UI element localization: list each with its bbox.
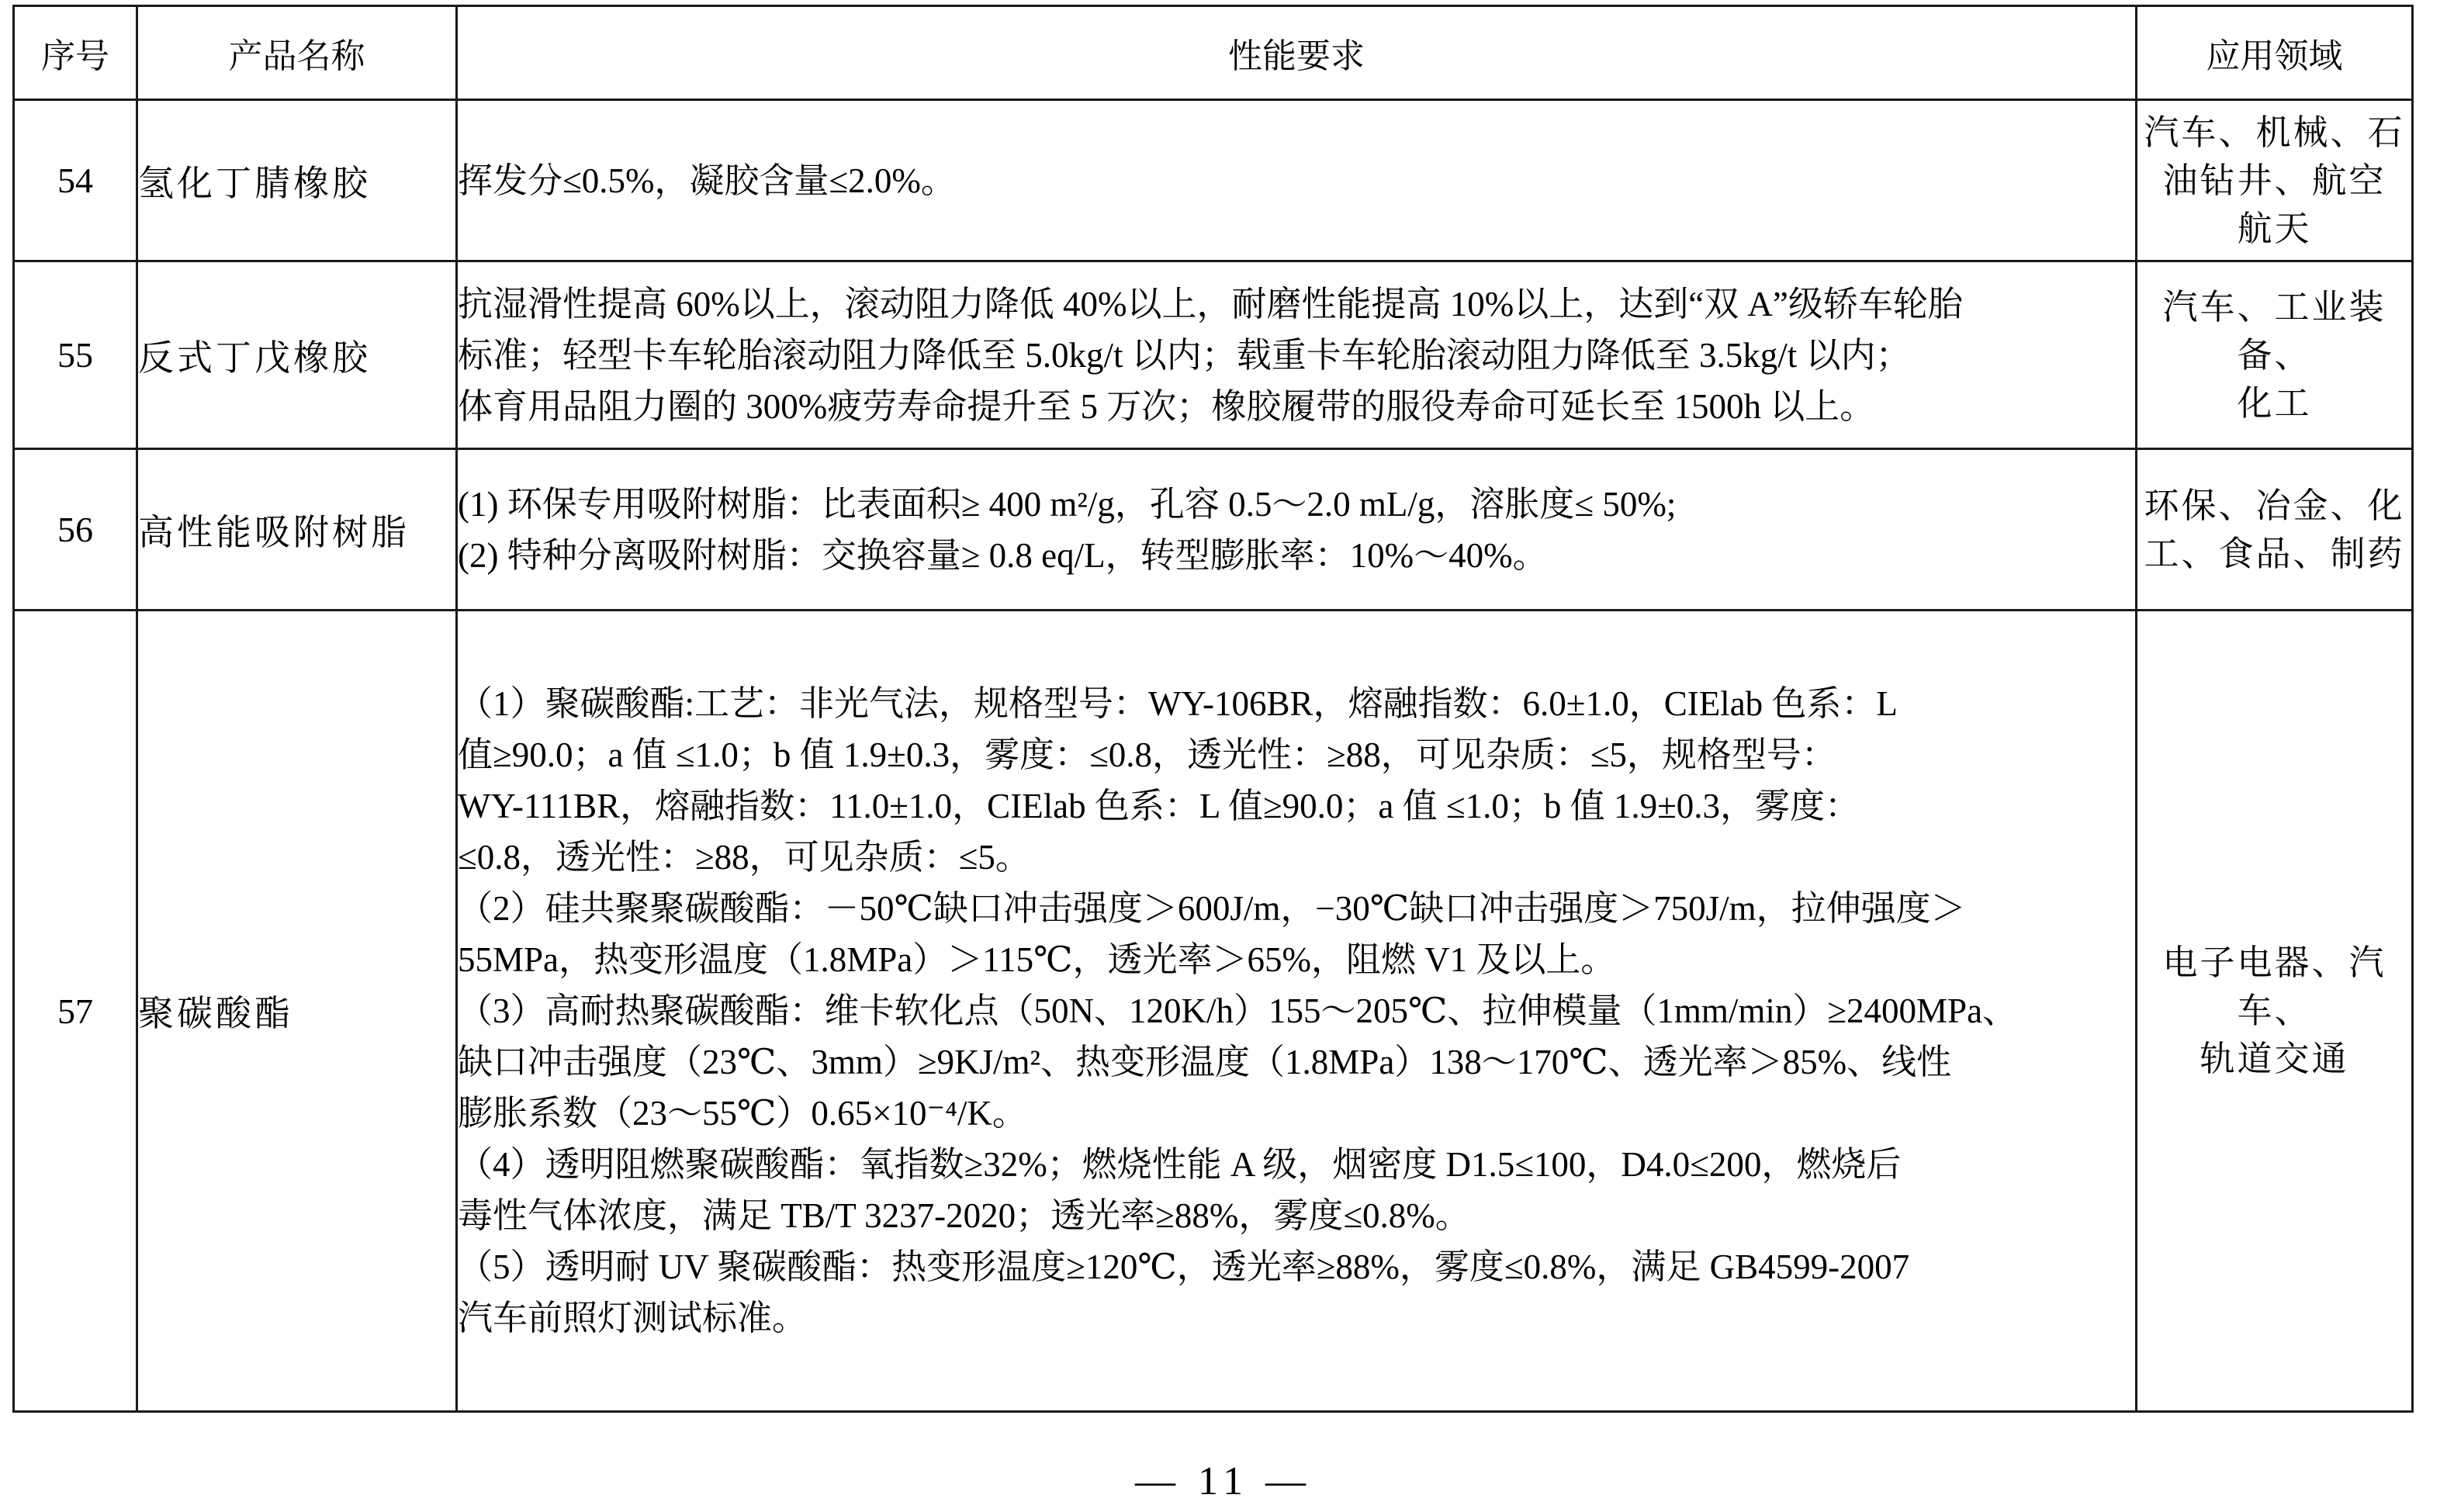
header-application: 应用领域	[2137, 6, 2413, 100]
requirement-line: (2) 特种分离吸附树脂：交换容量≥ 0.8 eq/L，转型膨胀率：10%～40%。	[458, 535, 1548, 575]
application-line: 汽车、机械、石	[2144, 112, 2405, 152]
row-no: 56	[14, 449, 137, 611]
product-name: 反式丁戊橡胶	[137, 261, 457, 449]
row-no: 55	[14, 261, 137, 449]
header-no: 序号	[14, 6, 137, 100]
requirement-line: ≤0.8，透光性：≥88，可见杂质：≤5。	[458, 838, 1030, 877]
requirement-line: 膨胀系数（23～55℃）0.65×10⁻⁴/K。	[458, 1094, 1027, 1133]
application-line: 环保、冶金、化	[2144, 486, 2405, 525]
page-number: — 11 —	[1134, 1459, 1313, 1503]
application-cell	[2137, 449, 2413, 611]
header-requirements: 性能要求	[457, 6, 2137, 100]
application-cell	[2137, 261, 2413, 449]
table-row	[14, 261, 2413, 449]
application-line: 汽车、工业装备、	[2162, 287, 2386, 375]
requirements-cell	[457, 261, 2137, 449]
table-row	[14, 449, 2413, 611]
product-name: 高性能吸附树脂	[137, 449, 457, 611]
application-line: 化工	[2237, 383, 2312, 423]
requirement-line: （2）硅共聚聚碳酸酯：－50℃缺口冲击强度＞600J/m，−30℃缺口冲击强度＞750J/m，拉伸强度＞	[458, 889, 1966, 928]
requirement-line: 标准；轻型卡车轮胎滚动阻力降低至 5.0kg/t 以内；载重卡车轮胎滚动阻力降低至 3.5kg/t 以内；	[458, 335, 1911, 375]
header-product-name: 产品名称	[137, 6, 457, 100]
requirement-line: 毒性气体浓度，满足 TB/T 3237-2020；透光率≥88%，雾度≤0.8%。	[458, 1196, 1470, 1235]
requirement-line: 体育用品阻力圈的 300%疲劳寿命提升至 5 万次；橡胶履带的服役寿命可延长至 1500h 以上。	[458, 386, 1875, 426]
product-spec-table	[12, 5, 2414, 1413]
requirement-line: (1) 环保专用吸附树脂：比表面积≥ 400 m²/g，孔容 0.5～2.0 mL/g，溶胀度≤ 50%;	[458, 484, 1677, 524]
requirement-line: （1）聚碳酸酯:工艺：非光气法，规格型号：WY-106BR，熔融指数：6.0±1.0，CIElab 色系：L	[458, 684, 1898, 723]
requirement-line: WY-111BR，熔融指数：11.0±1.0，CIElab 色系：L 值≥90.0；a 值 ≤1.0；b 值 1.9±0.3，雾度：	[458, 787, 1860, 825]
application-line: 油钻井、航空	[2162, 161, 2386, 200]
requirements-cell	[457, 100, 2137, 261]
requirement-line: 挥发分≤0.5%，凝胶含量≤2.0%。	[458, 161, 956, 200]
table-row	[14, 611, 2413, 1412]
requirement-line: 值≥90.0；a 值 ≤1.0；b 值 1.9±0.3，雾度：≤0.8，透光性：≥88，可见杂质：≤5，规格型号：	[458, 735, 1836, 774]
product-name: 聚碳酸酯	[137, 611, 457, 1412]
requirement-line: （3）高耐热聚碳酸酯：维卡软化点（50N、120K/h）155～205℃、拉伸模量（1mm/min）≥2400MPa、	[458, 991, 2018, 1030]
requirement-line: 缺口冲击强度（23℃、3mm）≥9KJ/m²、热变形温度（1.8MPa）138～170℃、透光率＞85%、线性	[458, 1043, 1952, 1081]
application-cell	[2137, 100, 2413, 261]
requirement-line: 抗湿滑性提高 60%以上，滚动阻力降低 40%以上，耐磨性能提高 10%以上，达到“双 A”级轿车轮胎	[458, 284, 1963, 324]
application-line: 电子电器、汽车、	[2162, 943, 2386, 1030]
table-row	[14, 100, 2413, 261]
application-line: 航天	[2237, 209, 2312, 248]
row-no: 57	[14, 611, 137, 1412]
application-line: 轨道交通	[2200, 1040, 2349, 1078]
requirement-line: 55MPa，热变形温度（1.8MPa）＞115℃，透光率＞65%，阻燃 V1 及以上。	[458, 940, 1616, 979]
requirements-cell	[457, 611, 2137, 1412]
application-cell	[2137, 611, 2413, 1412]
requirement-line: （5）透明耐 UV 聚碳酸酯：热变形温度≥120℃，透光率≥88%，雾度≤0.8%，满足 GB4599-2007	[458, 1247, 1910, 1286]
product-name: 氢化丁腈橡胶	[137, 100, 457, 261]
row-no: 54	[14, 100, 137, 261]
application-line: 工、食品、制药	[2144, 534, 2405, 573]
requirement-line: （4）透明阻燃聚碳酸酯：氧指数≥32%；燃烧性能 A 级，烟密度 D1.5≤100，D4.0≤200，燃烧后	[458, 1145, 1902, 1184]
requirements-cell	[457, 449, 2137, 611]
requirement-line: 汽车前照灯测试标准。	[458, 1299, 808, 1337]
table-header-row	[14, 6, 2413, 100]
